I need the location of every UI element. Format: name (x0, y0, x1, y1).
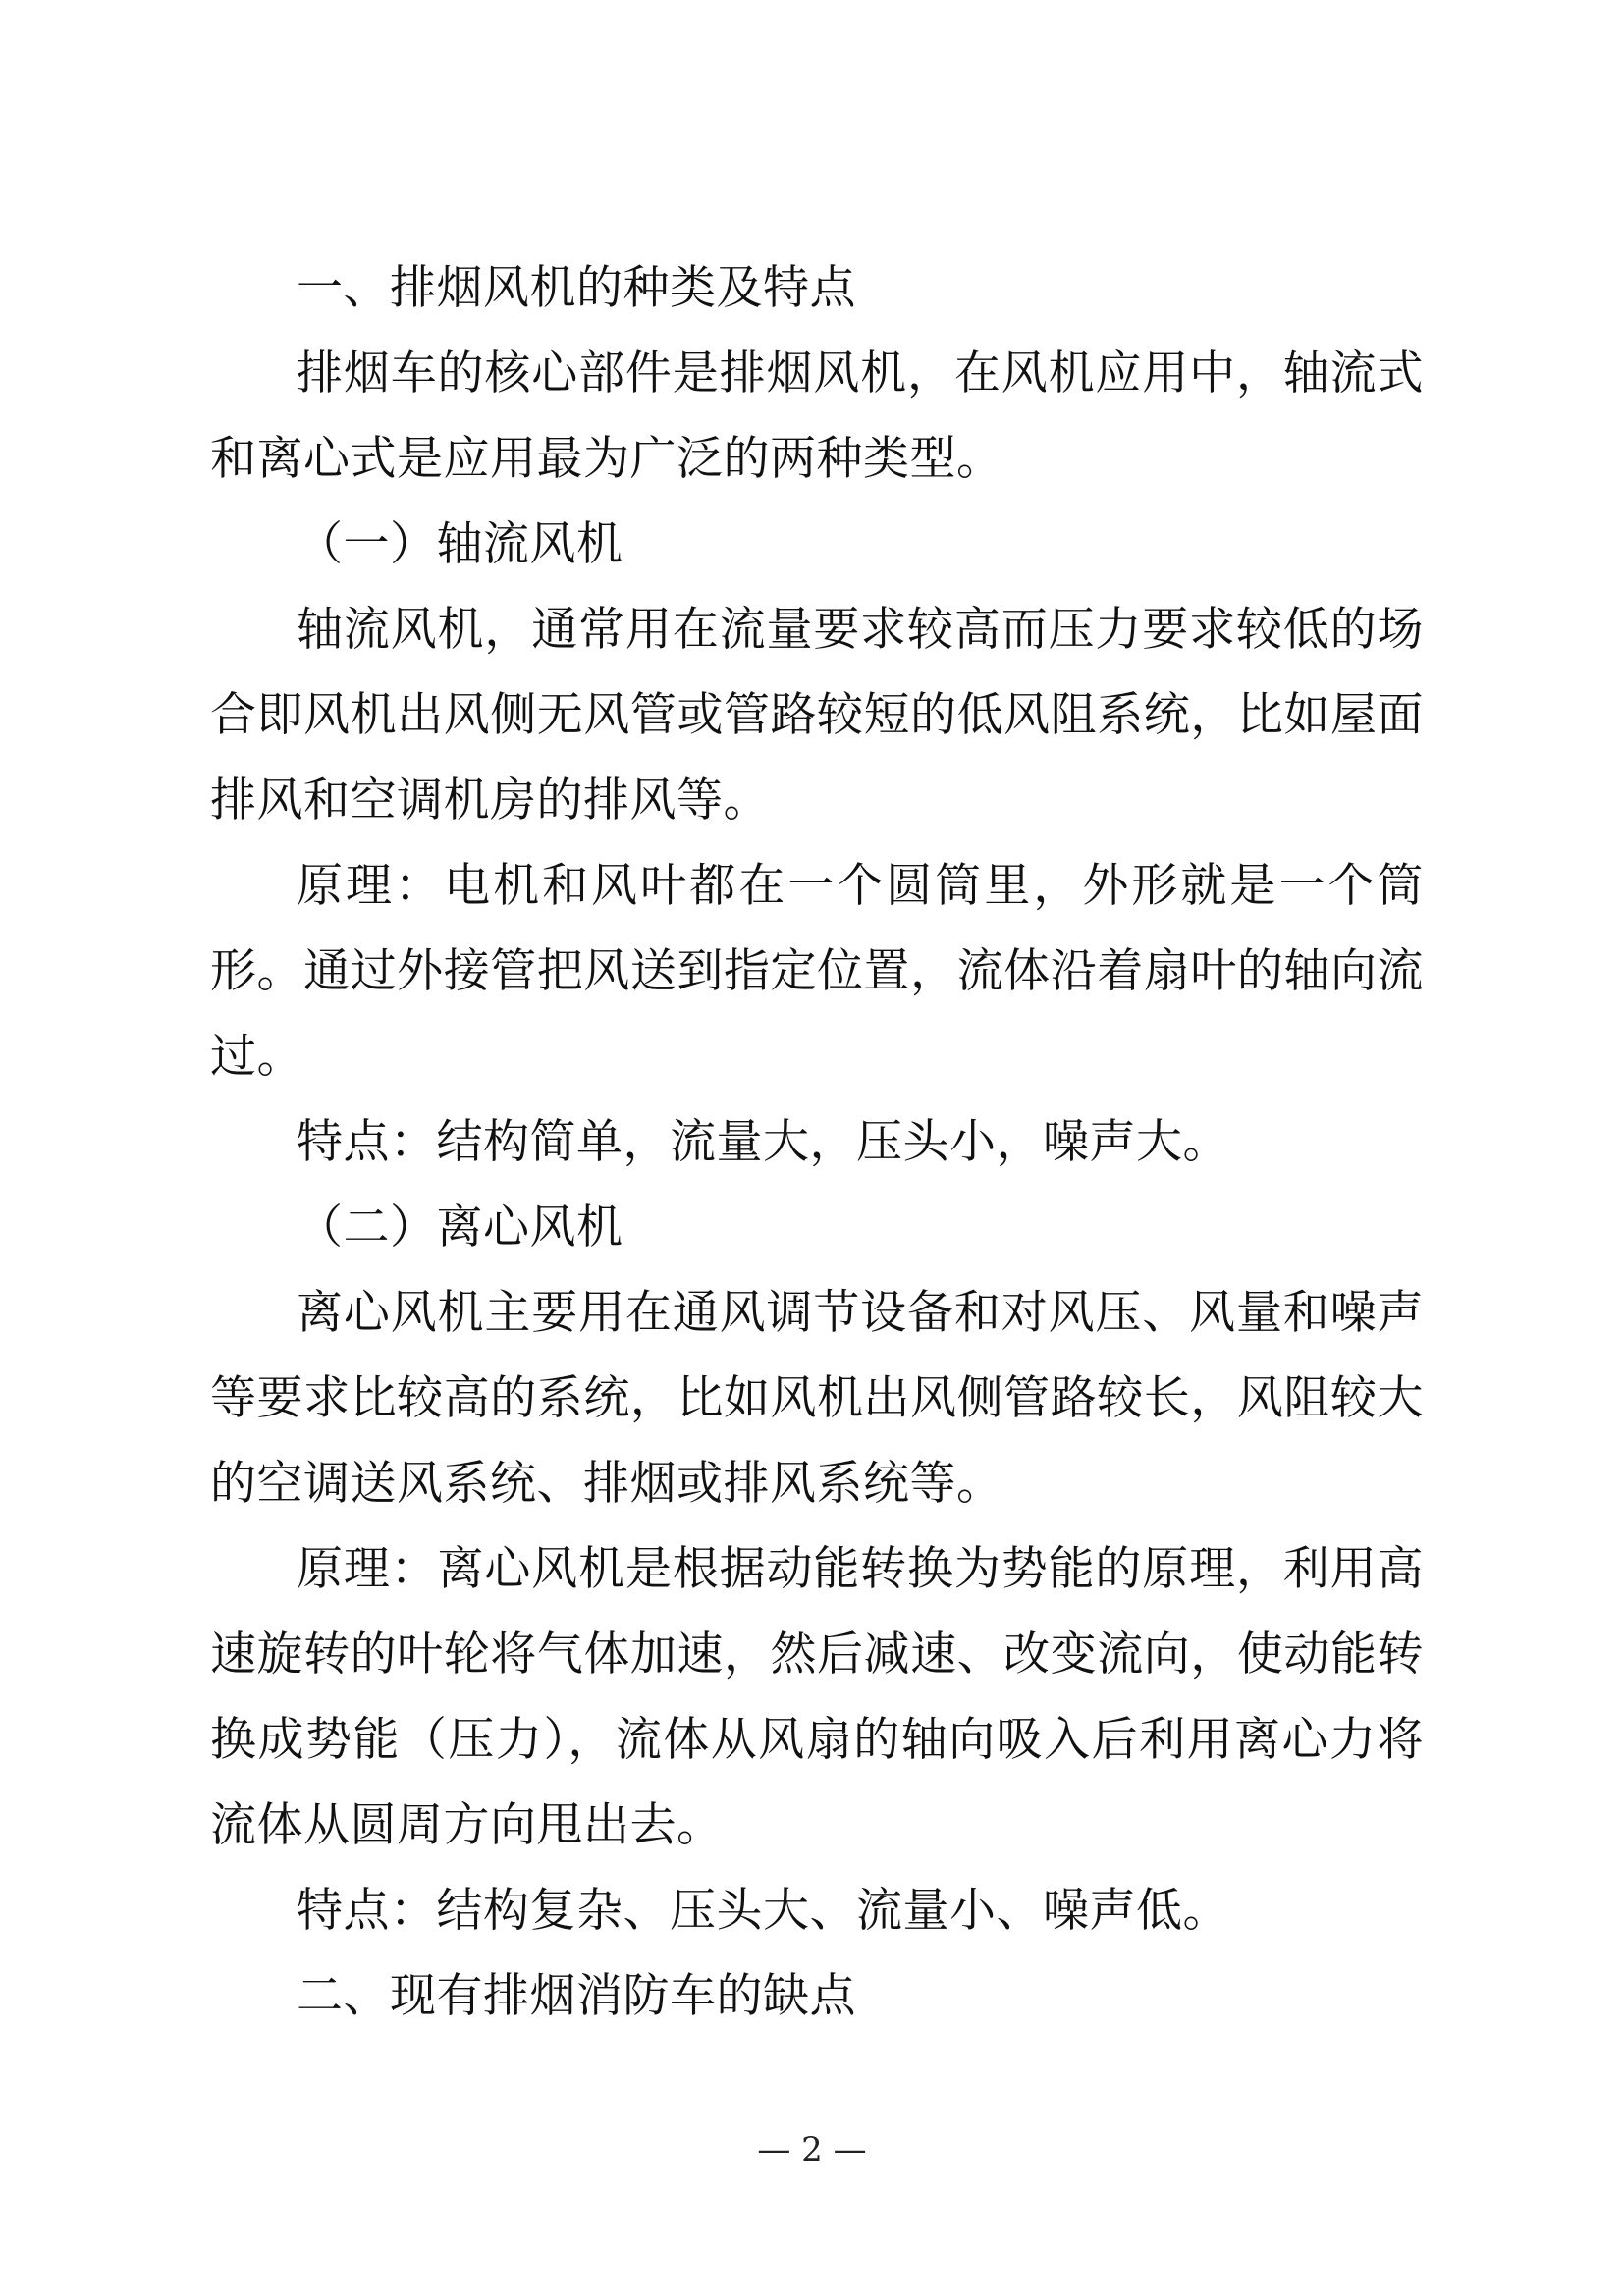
paragraph-centrifugal-usage: 离心风机主要用在通风调节设备和对风压、风量和噪声等要求比较高的系统，比如风机出风侧管路较长，风阻较大的空调送风系统、排烟或排风系统等。 (210, 1286, 1424, 1511)
paragraph-intro: 排烟车的核心部件是排烟风机，在风机应用中，轴流式和离心式是应用最为广泛的两种类型。 (210, 347, 1424, 486)
section-heading-1: 一、排烟风机的种类及特点 (297, 261, 856, 315)
page-number: — 2 — (757, 2130, 867, 2169)
subsection-heading-axial-fan: （一）轴流风机 (297, 517, 623, 571)
section-heading-2: 二、现有排烟消防车的缺点 (297, 1969, 856, 2023)
document-body (210, 245, 1424, 2039)
paragraph-axial-features: 特点：结构简单，流量大，压头小，噪声大。 (297, 1115, 1229, 1169)
paragraph-centrifugal-features: 特点：结构复杂、压头大、流量小、噪声低。 (297, 1884, 1229, 1938)
paragraph-centrifugal-principle: 原理：离心风机是根据动能转换为势能的原理，利用高速旋转的叶轮将气体加速，然后减速、改变流向，使动能转换成势能（压力），流体从风扇的轴向吸入后利用离心力将流体从圆周方向甩出去。 (210, 1542, 1424, 1852)
paragraph-axial-principle: 原理：电机和风叶都在一个圆筒里，外形就是一个筒形。通过外接管把风送到指定位置，流体沿着扇叶的轴向流过。 (210, 859, 1424, 1084)
paragraph-axial-usage: 轴流风机，通常用在流量要求较高而压力要求较低的场合即风机出风侧无风管或管路较短的低风阻系统，比如屋面排风和空调机房的排风等。 (210, 603, 1424, 828)
subsection-heading-centrifugal-fan: （二）离心风机 (297, 1201, 623, 1255)
